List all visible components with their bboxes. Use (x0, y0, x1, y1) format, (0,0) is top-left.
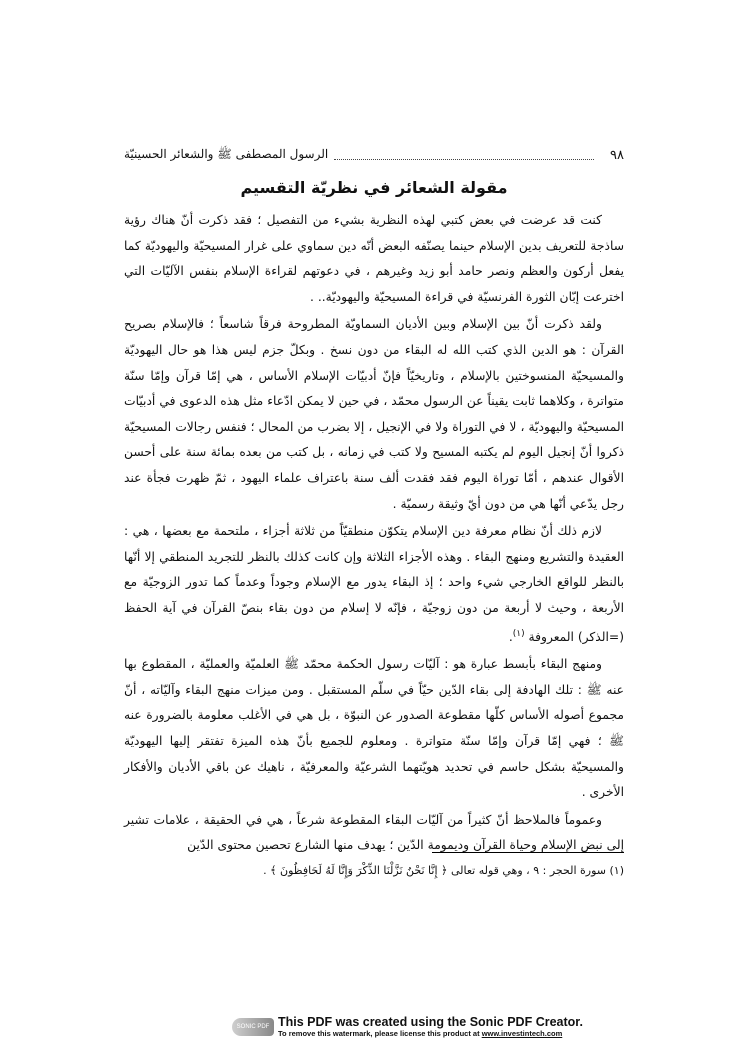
paragraph-3-text: لازم ذلك أنّ نظام معرفة دين الإسلام يتكوّن منطقيّاً من ثلاثة أجزاء ، ملتحمة مع بعضها ، هي : العقيدة والتشريع ومنهج البقاء . وهذه الأجزاء الثلاثة وإن كانت كذلك بالنظر للتجريد المنطقي إلا أنّها بالنظر للواقع الخارجي شيء واحد ؛ إذ البقاء يدور مع الإسلام وجوداً وعدماً كما تدور الزوجيّة مع الأربعة ، وحيث لا أربعة من دون زوجيّة ، فإنّه لا إسلام من دون بقاء بنصّ القرآن في آية الحفظ (=الذكر) المعروفة (124, 524, 624, 644)
paragraph-5: وعموماً فالملاحظ أنّ كثيراً من آليّات البقاء المقطوعة شرعاً ، هي في الحقيقة ، علامات تشير إلى نبض الإسلام وحياة القرآن وديمومة الدّين ؛ يهدف منها الشارع تحصين محتوى الدّين (124, 812, 624, 853)
footnote-divider (432, 852, 624, 853)
pdf-watermark (232, 1016, 583, 1038)
watermark-line-2 (278, 1029, 583, 1038)
watermark-line-1: This PDF was created using the Sonic PDF Creator. (278, 1015, 583, 1029)
running-title: الرسول المصطفى ﷺ والشعائر الحسينيّة (124, 146, 329, 161)
paragraph-1: كنت قد عرضت في بعض كتبي لهذه النظرية بشيء من التفصيل ؛ فقد ذكرت أنّ هناك رؤية ساذجة للتعريف بدين الإسلام حينما يصنّفه البعض أنّه دين سماوي على غرار المسيحيّة واليهوديّة كما يفعل أركون والعظم ونصر حامد أبو زيد وغيرهم ، في دعوتهم لقراءة الإسلام بنفس الآليّات التي اخترعت إبّان الثورة الفرنسيّة في قراءة المسيحيّة واليهوديّة.. . (124, 213, 624, 304)
page-number: ٩٨ (610, 147, 624, 163)
paragraph-4: ومنهج البقاء بأبسط عبارة هو : آليّات رسول الحكمة محمّد ﷺ العلميّة والعمليّة ، المقطوع بها عنه ﷺ : تلك الهادفة إلى بقاء الدّين حيّاً في سلّم المستقبل . ومن ميزات منهج البقاء وآليّاته ، أنّ مجموع أصوله الأساس كلّها مقطوعة الصدور عن النبوّة ، بل هي في الأغلب معلومة بالضرورة عنه ﷺ ؛ فهي إمّا قرآن وإمّا سنّة متواترة . ومعلوم للجميع بأنّ هذه الميزة تفتقر إليها اليهوديّة والمسيحيّة بشكل حاسم في تحديد هويّتهما الشرعيّة والمعرفيّة ، ناهيك عن باقي الأديان والأفكار الأخرى . (124, 657, 624, 800)
section-title: مقولة الشعائر في نظريّة التقسيم (240, 178, 508, 197)
running-header (124, 145, 624, 165)
paragraph-3: لازم ذلك أنّ نظام معرفة دين الإسلام يتكوّن منطقيّاً من ثلاثة أجزاء ، ملتحمة مع بعضها ، هي : العقيدة والتشريع ومنهج البقاء . وهذه الأجزاء الثلاثة وإن كانت كذلك بالنظر للتجريد المنطقي إلا أنّها بالنظر للواقع الخارجي شيء واحد ؛ إذ البقاء يدور مع الإسلام وجوداً وعدماً كما تدور الزوجيّة مع الأربعة ، وحيث لا أربعة من دون زوجيّة ، فإنّه لا إسلام من دون بقاء بنصّ القرآن في آية الحفظ (=الذكر) المعروفة $^{(١)}$. (124, 524, 624, 644)
footnote: (١) سورة الحجر : ٩ ، وهي قوله تعالى ﴿ إِنَّا نَحْنُ نَزَّلْنَا الذِّكْرَ وَإِنَّا لَهُ لَحَافِظُونَ ﴾ . (263, 864, 624, 877)
watermark-line-2-text: To remove this watermark, please license this product at (278, 1029, 482, 1038)
paragraph-2: ولقد ذكرت أنّ بين الإسلام وبين الأديان السماويّة المطروحة فرقاً شاسعاً ؛ فالإسلام بصريح القرآن : هو الدين الذي كتب الله له البقاء من دون نسخ . وبكلّ جزم ليس هذا هو حال اليهوديّة والمسيحيّة المنسوختين بالإسلام ، وتاريخيّاً فإنّ أدبيّات الإسلام الأساس ، هي إمّا قرآن وإمّا سنّة متواترة ، وكلاهما ثابت يقيناً عن الرسول محمّد ، في حين لا يمكن ادّعاء مثل هذه الدعوى في أدبيّات المسيحيّة واليهوديّة ، لا في التوراة ولا في الإنجيل ، إلا بضرب من المحال ؛ فنفس رجالات المسيحيّة ذكروا أنّ إنجيل اليوم لم يكتبه المسيح ولا كتب في زمانه ، بل كتب من بعده بمائة سنة على أحسن الأقوال عندهم ، أمّا توراة اليوم فقد فقدت ألف سنة باعتراف علماء اليهود ، ثمّ ظهرت فجأة عند رجل يدّعي أنّها هي من دون أيّ وثيقة رسميّة . (124, 317, 624, 511)
header-dotted-leader (334, 151, 594, 160)
sonic-pdf-logo-icon: SONIC PDF (232, 1018, 274, 1036)
watermark-link[interactable]: www.investintech.com (481, 1029, 563, 1038)
body-text (124, 208, 624, 859)
footnote-reference[interactable]: (١) (512, 628, 525, 639)
